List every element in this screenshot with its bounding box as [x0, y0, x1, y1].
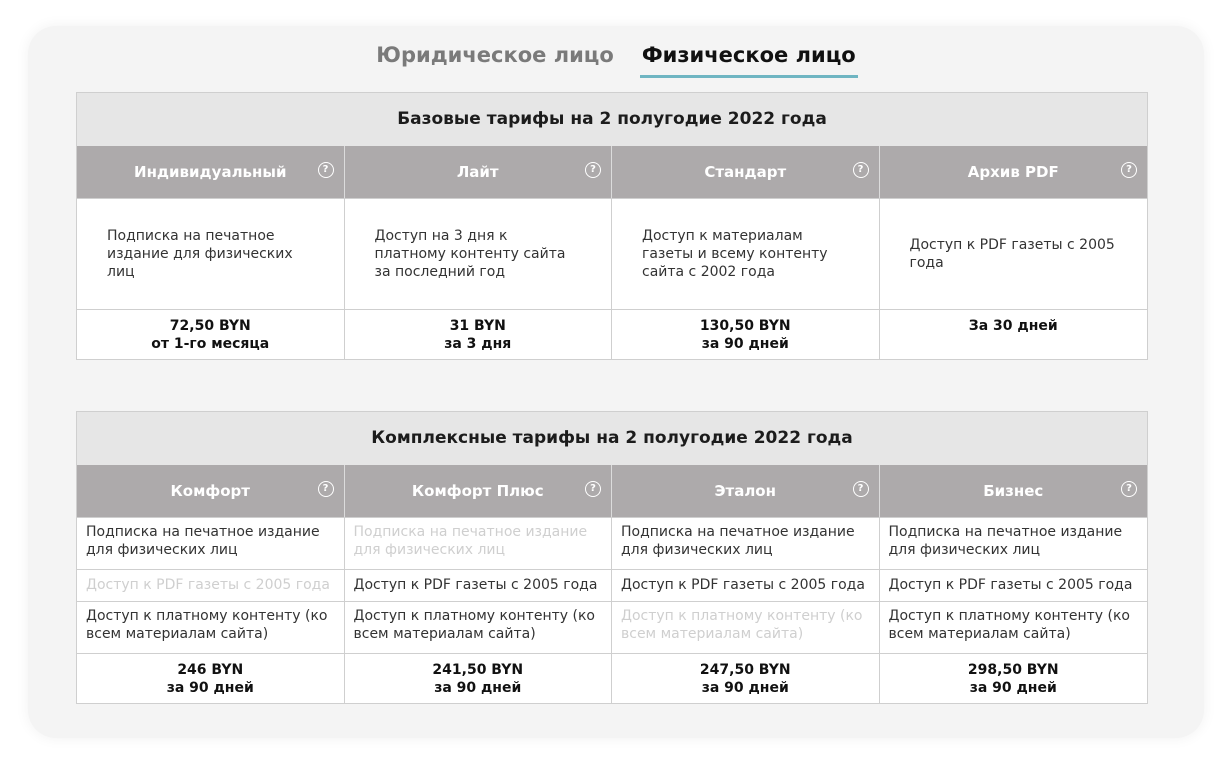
complex-header-row: [77, 465, 1147, 517]
plan-name: Лайт: [456, 163, 499, 181]
help-icon[interactable]: ?: [318, 481, 334, 497]
complex-price-row: [77, 653, 1147, 703]
tab-individual[interactable]: Физическое лицо: [640, 40, 858, 78]
plan-description: Доступ к материалам газеты и всему контенту сайта с 2002 года: [612, 198, 880, 309]
feature-cell: Подписка на печатное издание для физических лиц: [612, 517, 880, 569]
plan-price: 72,50 BYN: [169, 318, 251, 334]
plan-header-standard: [612, 146, 880, 198]
basic-tariffs-table: [76, 92, 1148, 360]
feature-cell: Доступ к PDF газеты с 2005 года: [880, 569, 1148, 601]
plan-header-etalon: [612, 465, 880, 517]
plan-description: Подписка на печатное издание для физических лиц: [77, 198, 345, 309]
complex-tariffs-table: [76, 411, 1148, 704]
basic-tariffs-title: Базовые тарифы на 2 полугодие 2022 года: [77, 93, 1147, 146]
plan-period: от 1-го месяца: [151, 336, 270, 352]
plan-header-individual: [77, 146, 345, 198]
plan-price-cell: [880, 653, 1148, 703]
feature-cell: Доступ к платному контенту (ко всем материалам сайта): [880, 601, 1148, 653]
help-icon[interactable]: ?: [585, 481, 601, 497]
basic-price-row: [77, 309, 1147, 359]
entity-tabs: [0, 40, 1232, 80]
plan-name: Архив PDF: [967, 163, 1059, 181]
help-icon[interactable]: ?: [318, 162, 334, 178]
help-icon[interactable]: ?: [585, 162, 601, 178]
plan-description: Доступ к PDF газеты с 2005 года: [880, 198, 1148, 309]
plan-name: Индивидуальный: [134, 163, 287, 181]
plan-header-comfort: [77, 465, 345, 517]
feature-cell: Доступ к платному контенту (ко всем материалам сайта): [77, 601, 345, 653]
complex-tariffs-title: Комплексные тарифы на 2 полугодие 2022 года: [77, 412, 1147, 465]
feature-cell: Доступ к PDF газеты с 2005 года: [77, 569, 345, 601]
plan-price-cell: [77, 309, 345, 359]
feature-cell: Подписка на печатное издание для физических лиц: [77, 517, 345, 569]
plan-period: за 90 дней: [701, 336, 789, 352]
plan-header-pdf-archive: [880, 146, 1148, 198]
plan-period: за 90 дней: [166, 680, 254, 696]
plan-price: 31 BYN: [449, 318, 506, 334]
plan-price-cell: [77, 653, 345, 703]
plan-period: за 3 дня: [444, 336, 512, 352]
basic-description-row: [77, 198, 1147, 309]
plan-header-comfort-plus: [345, 465, 613, 517]
plan-price: 241,50 BYN: [432, 662, 524, 678]
plan-price: 247,50 BYN: [699, 662, 791, 678]
plan-price-cell: [880, 309, 1148, 359]
plan-name: Бизнес: [983, 482, 1044, 500]
basic-header-row: [77, 146, 1147, 198]
feature-cell: Подписка на печатное издание для физических лиц: [880, 517, 1148, 569]
plan-header-business: [880, 465, 1148, 517]
help-icon[interactable]: ?: [853, 481, 869, 497]
feature-cell: Доступ к платному контенту (ко всем материалам сайта): [345, 601, 613, 653]
plan-price-cell: [612, 309, 880, 359]
plan-name: Комфорт Плюс: [411, 482, 544, 500]
feature-row-paid-content: [77, 601, 1147, 653]
plan-price: За 30 дней: [968, 318, 1058, 334]
plan-period: за 90 дней: [701, 680, 789, 696]
plan-name: Комфорт: [170, 482, 250, 500]
help-icon[interactable]: ?: [1121, 481, 1137, 497]
plan-header-lite: [345, 146, 613, 198]
plan-description: Доступ на 3 дня к платному контенту сайта за последний год: [345, 198, 613, 309]
help-icon[interactable]: ?: [1121, 162, 1137, 178]
plan-price: 246 BYN: [177, 662, 244, 678]
feature-cell: Доступ к платному контенту (ко всем материалам сайта): [612, 601, 880, 653]
plan-price-cell: [345, 653, 613, 703]
tab-legal-entity[interactable]: Юридическое лицо: [376, 43, 614, 67]
feature-cell: Подписка на печатное издание для физических лиц: [345, 517, 613, 569]
feature-row-pdf: [77, 569, 1147, 601]
plan-name: Эталон: [714, 482, 776, 500]
plan-price: 130,50 BYN: [699, 318, 791, 334]
feature-cell: Доступ к PDF газеты с 2005 года: [612, 569, 880, 601]
feature-row-print: [77, 517, 1147, 569]
feature-cell: Доступ к PDF газеты с 2005 года: [345, 569, 613, 601]
plan-price: 298,50 BYN: [967, 662, 1059, 678]
help-icon[interactable]: ?: [853, 162, 869, 178]
plan-name: Стандарт: [704, 163, 787, 181]
plan-price-cell: [612, 653, 880, 703]
plan-price-cell: [345, 309, 613, 359]
plan-period: за 90 дней: [434, 680, 522, 696]
plan-period: за 90 дней: [969, 680, 1057, 696]
